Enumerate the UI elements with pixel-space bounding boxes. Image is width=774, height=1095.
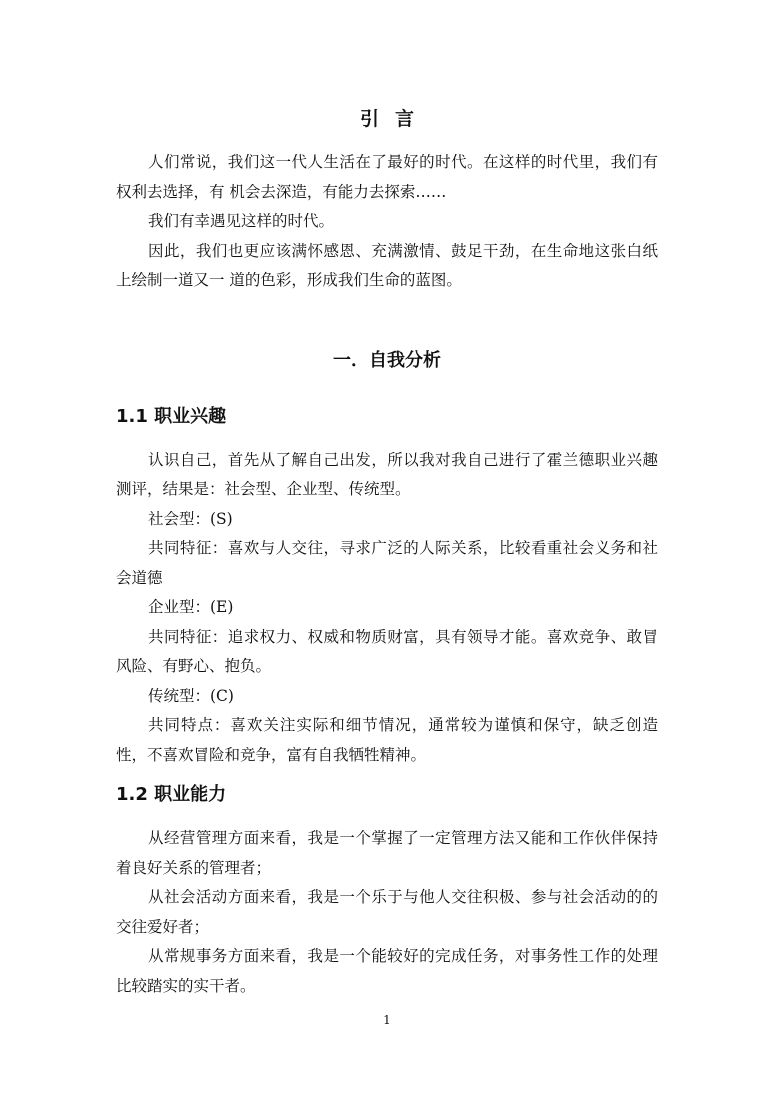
intro-title: 引言 xyxy=(359,108,430,130)
page-content xyxy=(116,104,658,1001)
intro-paragraph-1: 人们常说，我们这一代人生活在了最好的时代。在这样的时代里，我们有权利去选择，有 机会去深造，有能力去探索…… xyxy=(116,153,658,201)
ability-paragraph-3: 从常规事务方面来看，我是一个能较好的完成任务，对事务性工作的处理比较踏实的实干者。 xyxy=(116,947,658,995)
ability-paragraph-2: 从社会活动方面来看，我是一个乐于与他人交往积极、参与社会活动的的交往爱好者； xyxy=(116,888,658,936)
interest-paragraph-5: 共同特征：追求权力、权威和物质财富，具有领导才能。喜欢竞争、敢冒风险、有野心、抱负。 xyxy=(116,627,658,675)
ability-paragraph-1: 从经营管理方面来看，我是一个掌握了一定管理方法又能和工作伙伴保持着良好关系的管理者； xyxy=(116,829,658,877)
page-number: 1 xyxy=(383,1013,391,1027)
intro-paragraph-2: 我们有幸遇见这样的时代。 xyxy=(148,212,335,230)
interest-paragraph-3: 共同特征：喜欢与人交往，寻求广泛的人际关系，比较看重社会义务和社会道德 xyxy=(116,539,658,587)
section-title-career-interest: 1.1 职业兴趣 xyxy=(116,405,227,427)
interest-paragraph-1: 认识自己，首先从了解自己出发，所以我对我自己进行了霍兰德职业兴趣测评，结果是：社会型、企业型、传统型。 xyxy=(116,450,658,498)
interest-paragraph-2: 社会型：(S) xyxy=(148,509,233,528)
intro-paragraph-3: 因此，我们也更应该满怀感恩、充满激情、鼓足干劲，在生命地这张白纸上绘制一道又一 道的色彩，形成我们生命的蓝图。 xyxy=(116,241,658,289)
interest-paragraph-7: 共同特点：喜欢关注实际和细节情况，通常较为谨慎和保守，缺乏创造性，不喜欢冒险和竞争，富有自我牺牲精神。 xyxy=(116,716,658,764)
interest-paragraph-6: 传统型：(C) xyxy=(148,686,234,705)
chapter-title: 一．自我分析 xyxy=(333,349,441,371)
interest-paragraph-4: 企业型：(E) xyxy=(148,598,234,616)
section-title-career-ability: 1.2 职业能力 xyxy=(116,784,227,805)
